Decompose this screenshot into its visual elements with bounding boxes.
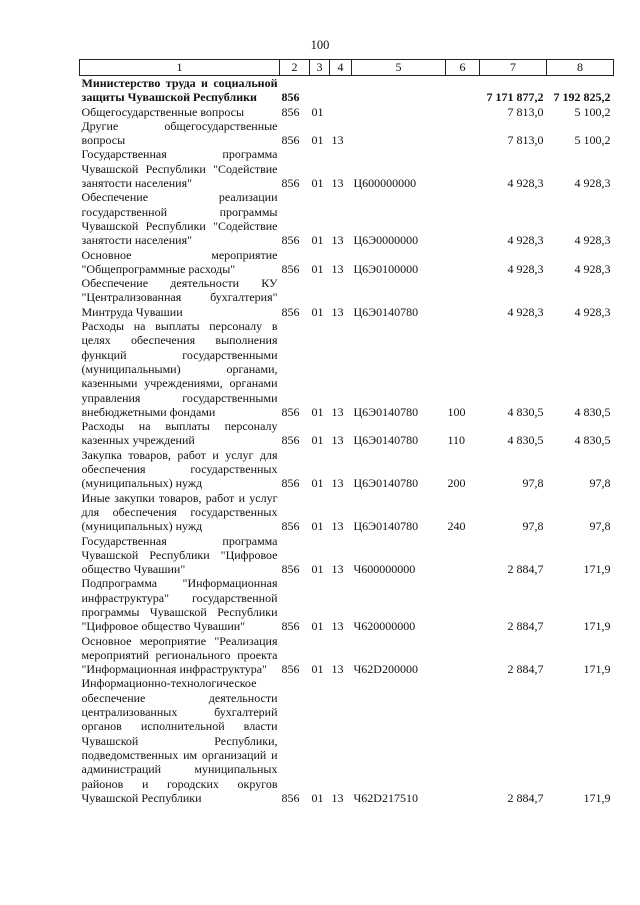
row-amount-year1-cell: 7 171 877,2 (486, 90, 544, 105)
row-amount-year1-cell: 2 884,7 (507, 790, 544, 805)
row-expense-type-cell (446, 105, 480, 119)
table-row (80, 190, 614, 247)
row-amount-year1-cell: 97,8 (522, 476, 544, 491)
header-col-2: 2 (280, 60, 310, 76)
row-expense-type-cell: 200 (447, 476, 466, 491)
row-amount-year1-cell: 97,8 (522, 519, 544, 534)
row-section-cell: 01 (311, 404, 324, 419)
table-row (80, 534, 614, 577)
row-amount-year1-cell: 4 928,3 (507, 176, 544, 191)
row-name-cell: Расходы на выплаты персоналу в целях обеспечения выполнения функций государственными (муниципальными) органами, казенными учреждениями, органами управления государственными внебюджетными фондами (81, 319, 278, 419)
row-amount-year2-cell: 171,9 (583, 790, 611, 805)
table-header-row (80, 60, 614, 76)
row-subsection-cell: 13 (331, 233, 344, 248)
row-expense-type-cell (446, 634, 480, 677)
row-expense-type-cell (446, 190, 480, 247)
row-subsection-cell (330, 76, 352, 105)
header-col-7: 7 (480, 60, 547, 76)
row-name-cell: Государственная программа Чувашской Республики "Цифровое общество Чувашии" (81, 533, 278, 577)
row-subsection-cell: 13 (331, 562, 344, 577)
row-expense-type-cell: 240 (447, 519, 466, 534)
row-section-cell: 01 (311, 104, 324, 119)
table-row (80, 119, 614, 148)
row-code-cell: 856 (281, 433, 300, 448)
row-target-article-cell (352, 105, 446, 119)
row-name-cell: Информационно-технологическое обеспечение деятельности централизованных бухгалтерий органов исполнительной власти Чувашской Республики, подведомственных им организаций и администраций муниципальных районов и городских округов Чувашской Республики (81, 676, 278, 805)
row-subsection-cell (330, 105, 352, 119)
row-section-cell: 01 (311, 304, 324, 319)
row-code-cell: 856 (281, 261, 300, 276)
row-code-cell: 856 (281, 519, 300, 534)
row-name-cell: Другие общегосударственные вопросы (81, 118, 278, 148)
table-row (80, 319, 614, 419)
table-row (80, 276, 614, 319)
row-code-cell: 856 (281, 90, 300, 105)
row-target-article-cell: Ц600000000 (353, 176, 417, 191)
row-target-article-cell: Ц6Э0140780 (353, 476, 419, 491)
row-target-article-cell: Ц6Э0000000 (353, 233, 419, 248)
row-section-cell (310, 76, 330, 105)
row-target-article-cell: Ц6Э0100000 (353, 261, 419, 276)
row-target-article-cell: Ц6Э0140780 (353, 404, 419, 419)
row-amount-year2-cell: 4 928,3 (574, 176, 611, 191)
row-amount-year2-cell: 4 928,3 (574, 304, 611, 319)
row-section-cell: 01 (311, 176, 324, 191)
row-name-cell: Общегосударственные вопросы (81, 104, 245, 119)
row-name-cell: Иные закупки товаров, работ и услуг для обеспечения государственных (муниципальных) нужд (81, 490, 278, 534)
row-code-cell: 856 (281, 133, 300, 148)
row-amount-year1-cell: 7 813,0 (507, 133, 544, 148)
row-amount-year1-cell: 4 830,5 (507, 404, 544, 419)
row-amount-year2-cell: 171,9 (583, 662, 611, 677)
row-section-cell: 01 (311, 519, 324, 534)
row-amount-year1-cell: 4 830,5 (507, 433, 544, 448)
row-code-cell: 856 (281, 562, 300, 577)
header-col-4: 4 (330, 60, 352, 76)
row-name-cell: Обеспечение реализации государственной программы Чувашской Республики "Содействие занятости населения" (81, 190, 278, 248)
row-expense-type-cell (446, 147, 480, 190)
row-code-cell: 856 (281, 476, 300, 491)
row-expense-type-cell (446, 119, 480, 148)
row-code-cell: 856 (281, 104, 300, 119)
row-name-cell: Основное мероприятие "Реализация мероприятий регионального проекта "Информационная инфраструктура" (81, 633, 278, 677)
row-amount-year2-cell: 4 928,3 (574, 261, 611, 276)
table-body (80, 76, 614, 806)
row-amount-year2-cell: 4 928,3 (574, 233, 611, 248)
row-amount-year2-cell: 171,9 (583, 619, 611, 634)
row-subsection-cell: 13 (331, 476, 344, 491)
row-expense-type-cell (446, 534, 480, 577)
table-row (80, 248, 614, 277)
header-col-3: 3 (310, 60, 330, 76)
row-target-article-cell: Ч62D217510 (353, 790, 418, 805)
row-amount-year1-cell: 2 884,7 (507, 562, 544, 577)
row-expense-type-cell (446, 576, 480, 633)
row-amount-year1-cell: 4 928,3 (507, 304, 544, 319)
row-subsection-cell: 13 (331, 133, 344, 148)
row-code-cell: 856 (281, 304, 300, 319)
row-code-cell: 856 (281, 662, 300, 677)
row-code-cell: 856 (281, 404, 300, 419)
row-amount-year2-cell: 171,9 (583, 562, 611, 577)
row-amount-year2-cell: 5 100,2 (574, 133, 611, 148)
table-row (80, 147, 614, 190)
row-target-article-cell (352, 76, 446, 105)
row-section-cell: 01 (311, 476, 324, 491)
row-name-cell: Расходы на выплаты персоналу казенных учреждений (81, 419, 278, 448)
row-amount-year2-cell: 5 100,2 (574, 104, 611, 119)
row-target-article-cell: Ц6Э0140780 (353, 433, 419, 448)
row-amount-year2-cell: 7 192 825,2 (553, 90, 611, 105)
row-target-article-cell: Ч62D200000 (353, 662, 418, 677)
table-row (80, 419, 614, 448)
row-target-article-cell (352, 119, 446, 148)
page-number: 100 (310, 38, 330, 52)
row-section-cell: 01 (311, 433, 324, 448)
row-name-cell: Подпрограмма "Информационная инфраструктура" государственной программы Чувашской Республики "Цифровое общество Чувашии" (81, 576, 278, 634)
table-row (80, 76, 614, 105)
row-subsection-cell: 13 (331, 519, 344, 534)
row-amount-year1-cell: 4 928,3 (507, 261, 544, 276)
row-amount-year1-cell: 2 884,7 (507, 619, 544, 634)
row-subsection-cell: 13 (331, 790, 344, 805)
row-name-cell: Обеспечение деятельности КУ "Централизованная бухгалтерия" Минтруда Чувашии (81, 276, 278, 319)
row-target-article-cell: Ц6Э0140780 (353, 519, 419, 534)
row-section-cell: 01 (311, 790, 324, 805)
table-row (80, 448, 614, 491)
row-expense-type-cell (446, 276, 480, 319)
row-amount-year1-cell: 2 884,7 (507, 662, 544, 677)
row-subsection-cell: 13 (331, 261, 344, 276)
row-expense-type-cell: 110 (447, 433, 466, 448)
header-col-6: 6 (446, 60, 480, 76)
row-name-cell: Закупка товаров, работ и услуг для обеспечения государственных (муниципальных) нужд (81, 447, 278, 491)
row-subsection-cell: 13 (331, 304, 344, 319)
row-section-cell: 01 (311, 562, 324, 577)
header-col-5: 5 (352, 60, 446, 76)
row-code-cell: 856 (281, 176, 300, 191)
row-code-cell: 856 (281, 619, 300, 634)
table-row (80, 634, 614, 677)
row-target-article-cell: Ч620000000 (353, 619, 416, 634)
header-col-8: 8 (547, 60, 614, 76)
row-section-cell: 01 (311, 619, 324, 634)
table-row (80, 105, 614, 119)
row-section-cell: 01 (311, 233, 324, 248)
row-amount-year2-cell: 4 830,5 (574, 404, 611, 419)
row-name-cell: Основное мероприятие "Общепрограммные расходы" (81, 247, 278, 276)
row-subsection-cell: 13 (331, 404, 344, 419)
table-row (80, 576, 614, 633)
table-row (80, 491, 614, 534)
row-subsection-cell: 13 (331, 662, 344, 677)
row-amount-year1-cell: 7 813,0 (507, 104, 544, 119)
row-section-cell: 01 (311, 662, 324, 677)
row-target-article-cell: Ц6Э0140780 (353, 304, 419, 319)
row-expense-type-cell: 100 (447, 404, 466, 419)
row-target-article-cell: Ч600000000 (353, 562, 416, 577)
row-subsection-cell: 13 (331, 619, 344, 634)
row-amount-year2-cell: 97,8 (589, 519, 611, 534)
row-name-cell: Государственная программа Чувашской Республики "Содействие занятости населения" (81, 147, 278, 191)
row-name-cell: Министерство труда и социальной защиты Чувашской Республики (81, 76, 278, 105)
table-row (80, 676, 614, 805)
row-expense-type-cell (446, 248, 480, 277)
row-expense-type-cell (446, 76, 480, 105)
budget-table (79, 59, 614, 805)
row-code-cell: 856 (281, 790, 300, 805)
row-amount-year1-cell: 4 928,3 (507, 233, 544, 248)
row-section-cell: 01 (311, 133, 324, 148)
row-expense-type-cell (446, 676, 480, 805)
row-code-cell: 856 (281, 233, 300, 248)
header-col-1: 1 (80, 60, 280, 76)
row-section-cell: 01 (311, 261, 324, 276)
row-subsection-cell: 13 (331, 433, 344, 448)
row-subsection-cell: 13 (331, 176, 344, 191)
row-amount-year2-cell: 97,8 (589, 476, 611, 491)
row-amount-year2-cell: 4 830,5 (574, 433, 611, 448)
